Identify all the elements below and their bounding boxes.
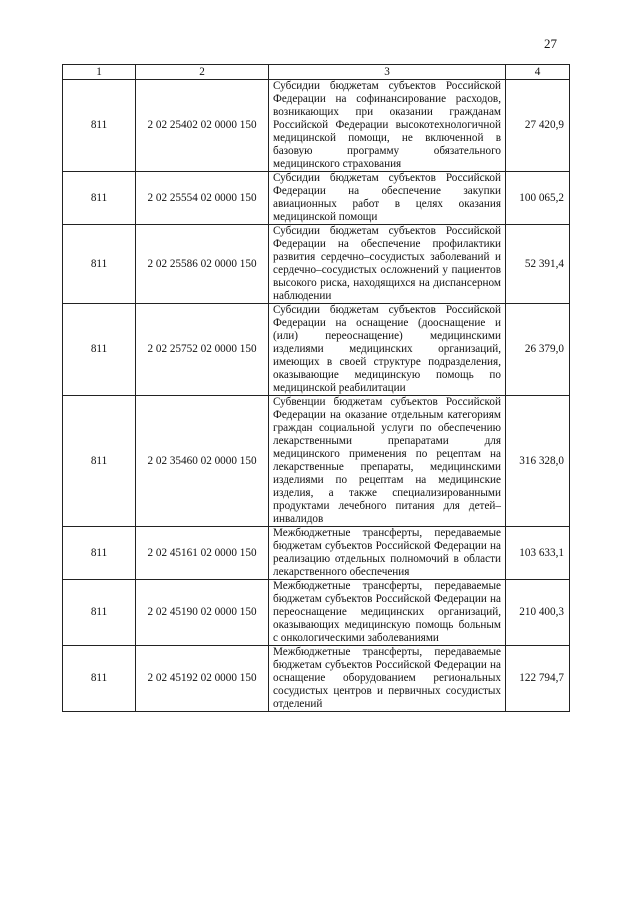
amount-cell: 26 379,0 <box>506 304 570 396</box>
table-header-row <box>63 65 570 80</box>
budget-code-cell: 2 02 25402 02 0000 150 <box>136 80 269 172</box>
description-cell: Межбюджетные трансферты, передаваемые бюджетам субъектов Российской Федерации на оснащение оборудованием региональных сосудистых центров и первичных сосудистых отделений <box>269 646 506 712</box>
table-row <box>63 646 570 712</box>
budget-code-cell: 2 02 25586 02 0000 150 <box>136 225 269 304</box>
description-cell: Субсидии бюджетам субъектов Российской Федерации на оснащение (дооснащение и (или) переоснащение) медицинскими изделиями медицинских организаций, имеющих в своей структуре подразделения, оказывающие медицинскую помощь по медицинской реабилитации <box>269 304 506 396</box>
admin-code-cell: 811 <box>63 527 136 580</box>
amount-cell: 27 420,9 <box>506 80 570 172</box>
amount-cell: 316 328,0 <box>506 396 570 527</box>
budget-table <box>62 64 570 712</box>
budget-code-cell: 2 02 25752 02 0000 150 <box>136 304 269 396</box>
table-row <box>63 396 570 527</box>
table-row <box>63 225 570 304</box>
table-row <box>63 527 570 580</box>
description-cell: Субвенции бюджетам субъектов Российской Федерации на оказание отдельным категориям граждан социальной услуги по обеспечению лекарственными препаратами для медицинского применения по рецептам на лекарственные препараты, медицинскими изделиями по рецептам на медицинские изделия, а также специализированными продуктами лечебного питания для детей–инвалидов <box>269 396 506 527</box>
admin-code-cell: 811 <box>63 396 136 527</box>
column-header: 4 <box>506 65 570 80</box>
column-header: 2 <box>136 65 269 80</box>
amount-cell: 210 400,3 <box>506 580 570 646</box>
table-row <box>63 580 570 646</box>
table-row <box>63 304 570 396</box>
admin-code-cell: 811 <box>63 225 136 304</box>
description-cell: Субсидии бюджетам субъектов Российской Федерации на обеспечение закупки авиационных работ в целях оказания медицинской помощи <box>269 172 506 225</box>
admin-code-cell: 811 <box>63 646 136 712</box>
admin-code-cell: 811 <box>63 80 136 172</box>
page-number: 27 <box>544 36 557 51</box>
description-cell: Межбюджетные трансферты, передаваемые бюджетам субъектов Российской Федерации на переоснащение медицинских организаций, оказывающих медицинскую помощь больным с онкологическими заболеваниями <box>269 580 506 646</box>
column-header: 1 <box>63 65 136 80</box>
budget-code-cell: 2 02 45161 02 0000 150 <box>136 527 269 580</box>
table-row <box>63 172 570 225</box>
table-row <box>63 80 570 172</box>
admin-code-cell: 811 <box>63 304 136 396</box>
admin-code-cell: 811 <box>63 580 136 646</box>
description-cell: Субсидии бюджетам субъектов Российской Федерации на софинансирование расходов, возникающих при оказании гражданам Российской Федерации высокотехнологичной медицинской помощи, не включенной в базовую программу обязательного медицинского страхования <box>269 80 506 172</box>
admin-code-cell: 811 <box>63 172 136 225</box>
amount-cell: 122 794,7 <box>506 646 570 712</box>
amount-cell: 52 391,4 <box>506 225 570 304</box>
budget-code-cell: 2 02 35460 02 0000 150 <box>136 396 269 527</box>
description-cell: Субсидии бюджетам субъектов Российской Федерации на обеспечение профилактики развития сердечно–сосудистых заболеваний и сердечно–сосудистых осложнений у пациентов высокого риска, находящихся на диспансерном наблюдении <box>269 225 506 304</box>
amount-cell: 100 065,2 <box>506 172 570 225</box>
amount-cell: 103 633,1 <box>506 527 570 580</box>
column-header: 3 <box>269 65 506 80</box>
budget-code-cell: 2 02 25554 02 0000 150 <box>136 172 269 225</box>
description-cell: Межбюджетные трансферты, передаваемые бюджетам субъектов Российской Федерации на реализацию отдельных полномочий в области лекарственного обеспечения <box>269 527 506 580</box>
budget-code-cell: 2 02 45192 02 0000 150 <box>136 646 269 712</box>
budget-code-cell: 2 02 45190 02 0000 150 <box>136 580 269 646</box>
